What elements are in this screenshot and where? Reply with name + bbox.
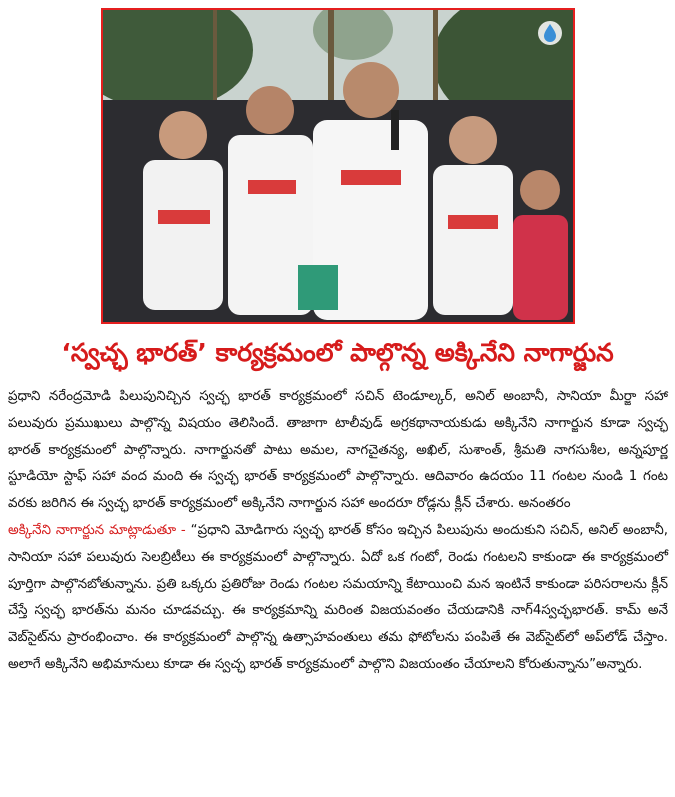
article-quote-paragraph [8, 518, 668, 679]
news-photo [101, 8, 575, 324]
speaker-quote: “ప్రధాని మోడిగారు స్వచ్ఛ భారత్ కోసం ఇచ్చిన పిలుపును అందుకుని సచిన్, అనిల్ అంబానీ, సానియా సహా పలువురు సెలబ్రిటీలు ఈ కార్యక్రమంలో పాల్గొన్నారు. ఏదో ఒక గంటో, రెండు గంటలని కాకుండా ఈ కార్యక్రమంలో పూర్తిగా పాల్గొనబోతున్నాను. ప్రతి ఒక్కరు ప్రతిరోజు రెండు గంటల సమయాన్ని కేటాయించి మన ఇంటినే కాకుండా పరిసరాలను క్లీన్ చేస్తే స్వచ్ఛ భారత్‌ను మనం చూడవచ్చు. ఈ కార్యక్రమాన్ని మరింత విజయవంతం చేయడానికి నాగ్4స్వచ్ఛభారత్. కామ్ అనే వెబ్‌సైట్‌ను ప్రారంభించాం. ఈ కార్యక్రమంలో పాల్గొన్న ఉత్సాహవంతులు తమ ఫోటోలను పంపితే ఈ వెబ్‌సైట్‌లో అప్‌లోడ్ చేస్తాం. అలాగే అక్కినేని అభిమానులు కూడా ఈ స్వచ్ఛ భారత్ కార్యక్రమంలో పాల్గొని విజయంతం చేయాలని కోరుతున్నాను”అన్నారు. [8, 522, 668, 672]
article-paragraph-1: ప్రధాని నరేంద్రమోడి పిలుపునిచ్చిన స్వచ్ఛ భారత్ కార్యక్రమంలో సచిన్ టెండూల్కర్, అనిల్ అంబానీ, సానియా మీర్జా సహా పలువురు ప్రముఖులు పాల్గొన్న విషయం తెలిసిందే. తాజాగా టాలీవుడ్ అగ్రకథానాయకుడు అక్కినేని నాగార్జున కూడా స్వచ్ఛ భారత్ కార్యక్రమంలో పాల్గొన్నారు. నాగార్జునతో పాటు అమల, నాగచైతన్య, అఖిల్, సుశాంత్, శ్రీమతి నాగసుశీల, అన్నపూర్ణ స్టూడియో స్టాఫ్ సహా వంద మంది ఈ స్వచ్ఛ భారత్ కార్యక్రమంలో పాల్గొన్నారు. ఆదివారం ఉదయం 11 గంటల నుండి 1 గంట వరకు జరిగిన ఈ స్వచ్ఛ భారత్ కార్యక్రమంలో అక్కినేని నాగార్జున సహా అందరూ రోడ్లను క్లీన్ చేశారు. అనంతరం [8, 389, 668, 512]
article-body [8, 384, 668, 679]
photo-of-volunteers [103, 10, 573, 322]
speaker-label: అక్కినేని నాగార్జున మాట్లాడుతూ - [8, 522, 186, 538]
headline: ‘స్వచ్ఛ భారత్’ కార్యక్రమంలో పాల్గొన్న అక్కినేని నాగార్జున [61, 338, 614, 367]
drop-logo-icon [537, 20, 563, 46]
article-paragraph [8, 384, 668, 518]
